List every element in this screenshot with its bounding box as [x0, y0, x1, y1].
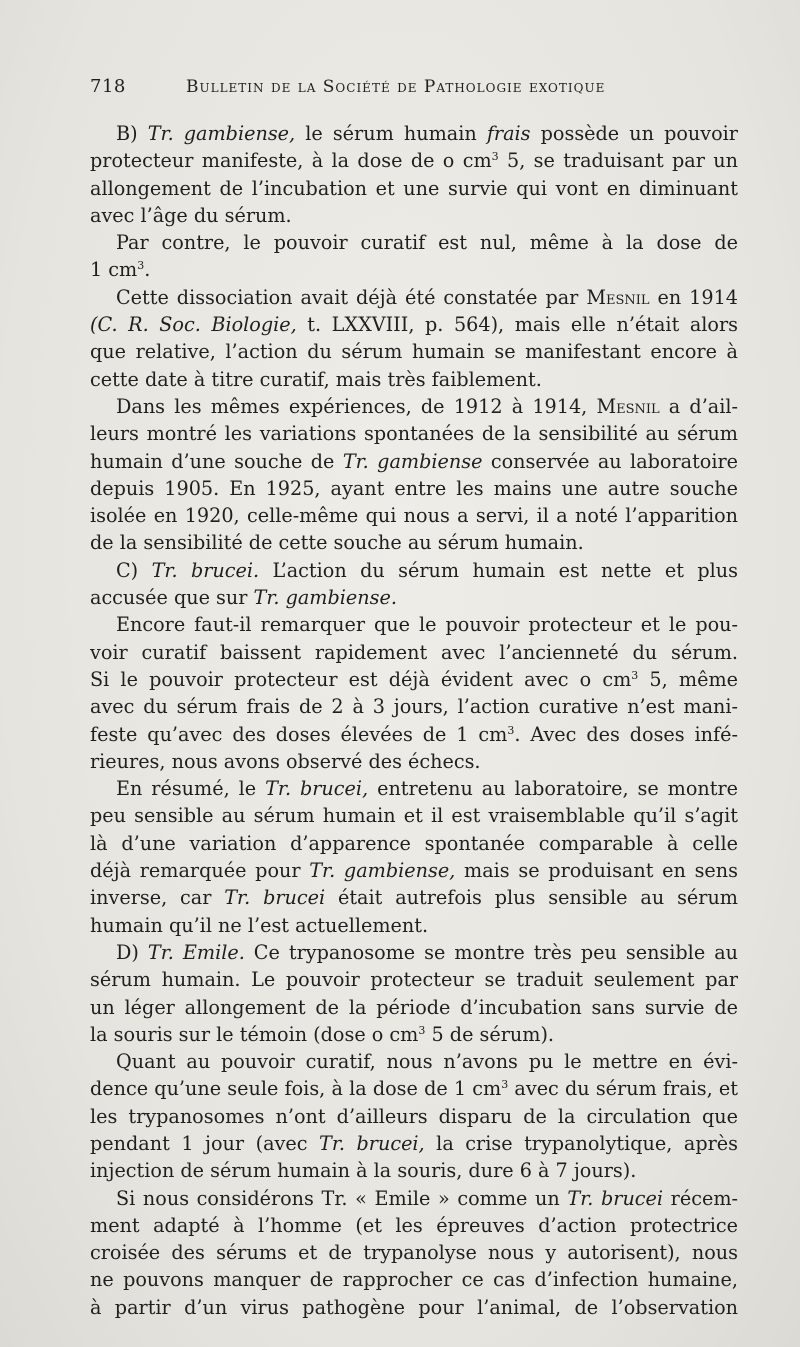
text-line — [90, 1021, 738, 1048]
text-line — [90, 994, 738, 1021]
text-span: avec l’âge du sérum. — [90, 203, 292, 227]
text-span: Dans les mêmes expériences, de 1912 à 1914, — [116, 394, 597, 418]
text-span: le sérum humain — [295, 122, 487, 145]
text-line — [90, 884, 738, 911]
text-span: Par contre, le pouvoir curatif est nul, même à la dose de — [116, 231, 738, 255]
text-span: de la sensibilité de cette souche au sérum humain. — [90, 531, 584, 555]
text-span: a d’ail- — [659, 394, 738, 418]
text-span: feste qu’avec des doses élevées de 1 cm — [90, 722, 508, 746]
italic-text: Tr. brucei, — [265, 777, 369, 801]
text-span: conservée au laboratoire — [482, 449, 738, 473]
text-span: récem- — [663, 1186, 738, 1210]
text-span: allongement de l’incubation et une survie qui vont en diminuant — [90, 176, 738, 200]
text-line — [90, 939, 738, 966]
text-span: ne pouvons manquer de rapprocher ce cas d’infection humaine, — [90, 1268, 738, 1292]
text-span: là d’une variation d’apparence spontanée comparable à celle — [90, 831, 738, 855]
text-span: humain qu’il ne l’est actuellement. — [90, 913, 429, 937]
text-line — [90, 475, 738, 502]
text-span: 1 cm — [90, 258, 138, 282]
superscript: 3 — [501, 1078, 509, 1092]
text-line — [90, 802, 738, 829]
text-line — [90, 1075, 738, 1102]
text-line — [90, 557, 738, 584]
text-line — [90, 1212, 738, 1239]
text-span: croisée des sérums et de trypanolyse nous y autorisent), nous — [90, 1241, 738, 1265]
italic-text: Tr. Emile. — [147, 940, 245, 964]
italic-text: Tr. gambiense, — [147, 122, 296, 145]
text-span: protecteur manifeste, à la dose de o cm — [90, 149, 492, 173]
text-line — [90, 666, 738, 693]
text-line — [90, 202, 738, 229]
text-span: 5 de sérum). — [425, 1022, 555, 1046]
text-line — [90, 721, 738, 748]
text-span: avec du sérum frais de 2 à 3 jours, l’action curative n’est mani- — [90, 695, 738, 719]
page-number: 718 — [90, 76, 126, 97]
text-line — [90, 420, 738, 447]
italic-text: Tr. brucei, — [319, 1131, 425, 1155]
text-line — [90, 120, 738, 147]
text-span: la crise trypanolytique, après — [424, 1131, 738, 1155]
italic-text: Tr. gambiense — [342, 449, 483, 473]
italic-text: Tr. brucei — [224, 886, 326, 910]
text-span: avec du sérum frais, et — [508, 1077, 738, 1101]
text-span: un léger allongement de la période d’incubation sans survie de — [90, 995, 738, 1019]
text-line — [90, 338, 738, 365]
text-span: dence qu’une seule fois, à la dose de 1 cm — [90, 1077, 502, 1101]
italic-text: (C. R. Soc. Biologie, — [90, 313, 297, 337]
text-span: Quant au pouvoir curatif, nous n’avons pu le mettre en évi- — [116, 1050, 738, 1074]
text-line — [90, 748, 738, 775]
text-span: B) — [116, 122, 148, 145]
text-line — [90, 857, 738, 884]
text-line — [90, 529, 738, 556]
text-span: injection de sérum humain à la souris, dure 6 à 7 jours). — [90, 1159, 637, 1183]
text-line — [90, 830, 738, 857]
text-line — [90, 966, 738, 993]
text-line — [90, 775, 738, 802]
text-span: . Avec des doses infé- — [514, 722, 738, 746]
text-span: isolée en 1920, celle-même qui nous a servi, il a noté l’apparition — [90, 504, 738, 528]
text-span: L’action du sérum humain est nette et plus — [259, 558, 738, 582]
text-span: déjà remarquée pour — [90, 859, 310, 883]
text-span: entretenu au laboratoire, se montre — [368, 777, 738, 801]
text-span: inverse, car — [90, 886, 225, 910]
text-line — [90, 639, 738, 666]
text-line — [90, 1157, 738, 1184]
running-title: Bulletin de la Société de Pathologie exotique — [186, 77, 606, 97]
text-span: peu sensible au sérum humain et il est vraisemblable qu’il s’agit — [90, 804, 738, 828]
italic-text: frais — [486, 122, 531, 145]
text-line — [90, 1239, 738, 1266]
text-line — [90, 1185, 738, 1212]
italic-text: Tr. gambiense, — [309, 859, 456, 883]
superscript: 3 — [418, 1023, 426, 1037]
text-span: En résumé, le — [116, 777, 266, 801]
text-line — [90, 584, 738, 611]
text-span: humain d’une souche de — [90, 449, 343, 473]
italic-text: Tr. gambiense. — [253, 586, 397, 610]
text-line — [90, 693, 738, 720]
text-span: à partir d’un virus pathogène pour l’animal, de l’observation — [90, 1295, 738, 1319]
text-line — [90, 229, 738, 256]
text-span: Encore faut-il remarquer que le pouvoir protecteur et le pou- — [116, 613, 738, 637]
small-caps-name: Mesnil — [586, 285, 650, 309]
text-span: Cette dissociation avait déjà été constatée par — [116, 285, 587, 309]
superscript: 3 — [137, 259, 145, 273]
text-span: cette date à titre curatif, mais très faiblement. — [90, 367, 542, 391]
text-line — [90, 1130, 738, 1157]
text-line — [90, 502, 738, 529]
text-span: D) — [116, 940, 148, 964]
text-span: possède un pouvoir — [530, 122, 738, 145]
text-line — [90, 1294, 738, 1321]
text-span: leurs montré les variations spontanées de la sensibilité au sérum — [90, 422, 738, 446]
superscript: 3 — [631, 668, 639, 682]
text-span: pendant 1 jour (avec — [90, 1131, 320, 1155]
text-span: Si le pouvoir protecteur est déjà évident avec o cm — [90, 667, 632, 691]
text-line — [90, 175, 738, 202]
text-span: sérum humain. Le pouvoir protecteur se traduit seulement par — [90, 968, 738, 992]
text-span: était autrefois plus sensible au sérum — [325, 886, 738, 910]
text-line — [90, 256, 738, 283]
text-line — [90, 912, 738, 939]
text-line — [90, 284, 738, 311]
text-span: depuis 1905. En 1925, ayant entre les mains une autre souche — [90, 476, 738, 500]
text-span: que relative, l’action du sérum humain se manifestant encore à — [90, 340, 738, 364]
text-line — [90, 1048, 738, 1075]
text-line — [90, 611, 738, 638]
text-span: les trypanosomes n’ont d’ailleurs disparu de la circulation que — [90, 1104, 738, 1128]
text-line — [90, 311, 738, 338]
italic-text: Tr. brucei. — [151, 558, 260, 582]
superscript: 3 — [507, 723, 515, 737]
text-line — [90, 366, 738, 393]
text-span: . — [144, 258, 151, 282]
text-line — [90, 1103, 738, 1130]
article-body — [90, 120, 738, 1321]
text-span: en 1914 — [649, 285, 738, 309]
superscript: 3 — [491, 150, 499, 164]
text-line — [90, 393, 738, 420]
text-span: Si nous considérons Tr. « Emile » comme un — [116, 1186, 568, 1210]
text-span: Ce trypanosome se montre très peu sensible au — [244, 940, 738, 964]
text-line — [90, 1266, 738, 1293]
text-span: C) — [116, 558, 152, 582]
text-span: voir curatif baissent rapidement avec l’ancienneté du sérum. — [90, 640, 738, 664]
text-span: la souris sur le témoin (dose o cm — [90, 1022, 419, 1046]
text-span: accusée que sur — [90, 586, 254, 610]
text-span: rieures, nous avons observé des échecs. — [90, 749, 481, 773]
italic-text: Tr. brucei — [567, 1186, 664, 1210]
text-span: 5, même — [638, 667, 738, 691]
text-line — [90, 448, 738, 475]
text-span: ment adapté à l’homme (et les épreuves d’action protectrice — [90, 1213, 738, 1237]
text-span: 5, se traduisant par un — [498, 149, 738, 173]
text-span: t. LXXVIII, p. 564), mais elle n’était alors — [296, 313, 738, 337]
text-line — [90, 147, 738, 174]
small-caps-name: Mesnil — [596, 394, 660, 418]
text-span: mais se produisant en sens — [455, 859, 738, 883]
